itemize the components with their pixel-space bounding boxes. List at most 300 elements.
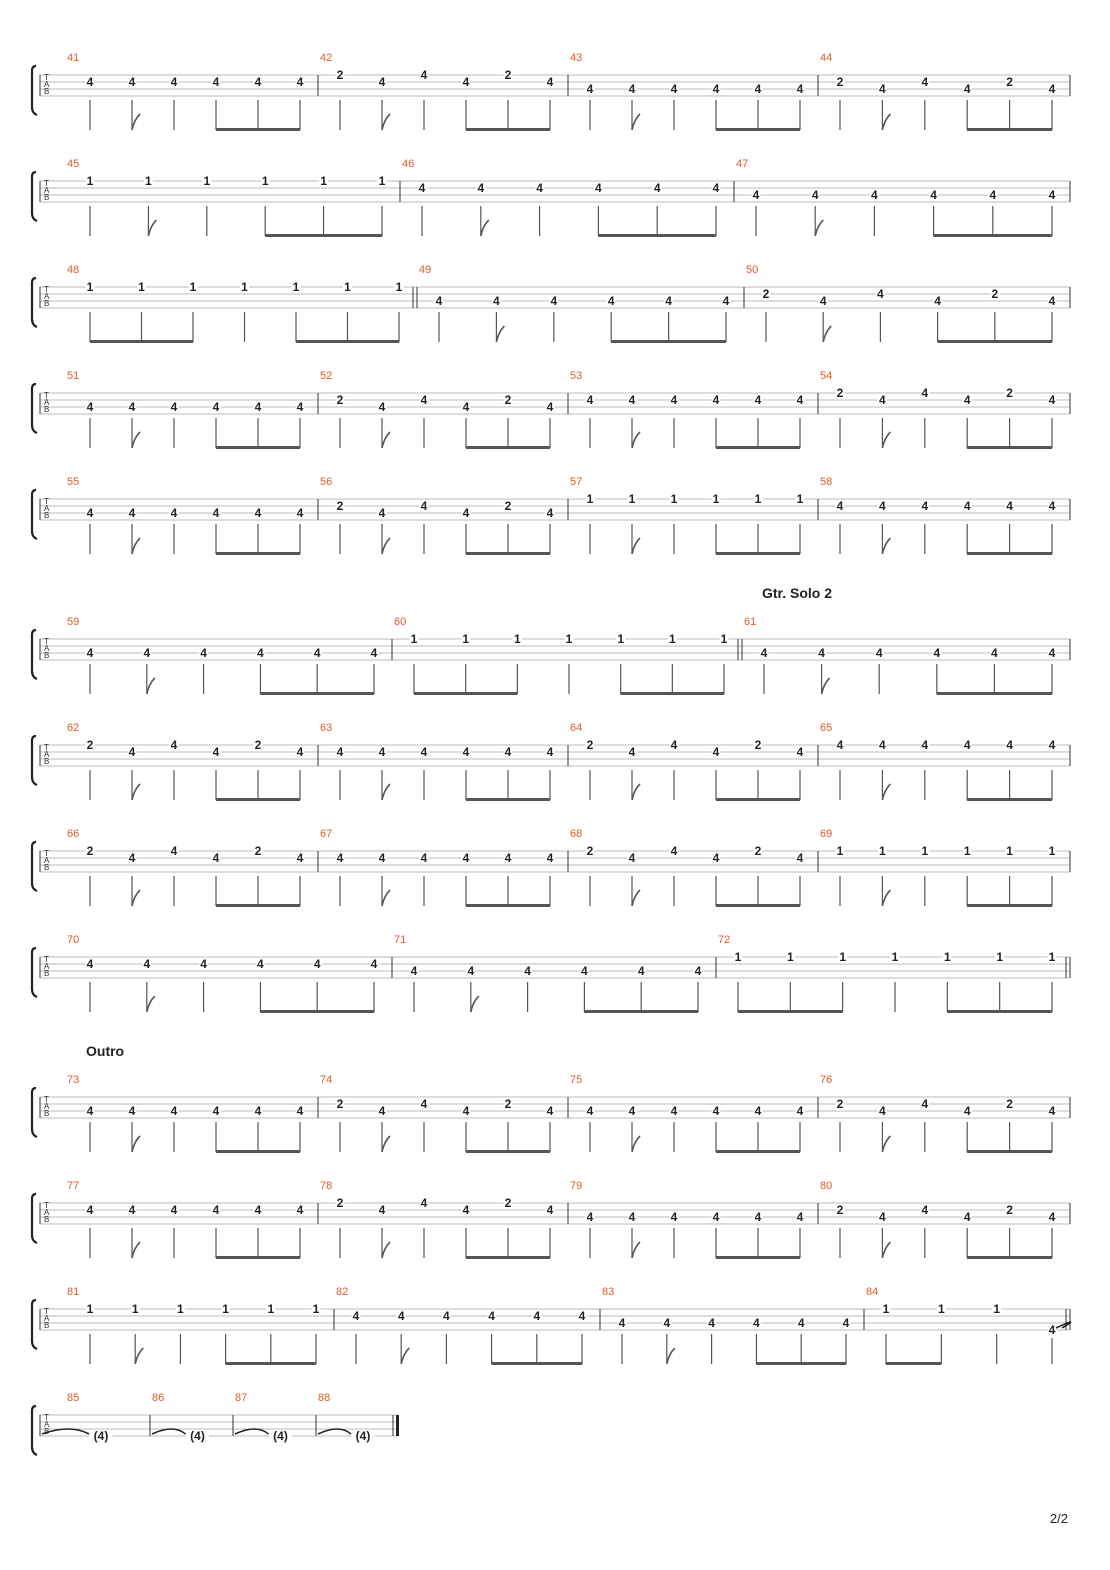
note-flag xyxy=(382,784,390,800)
fret-number: 2 xyxy=(1006,75,1013,89)
fret-number: 2 xyxy=(336,68,344,82)
fret-number: 4 xyxy=(550,294,558,308)
fret-number: 4 xyxy=(170,1104,178,1118)
tab-letter: A xyxy=(44,1102,50,1111)
tab-system xyxy=(32,1286,1071,1365)
note-flag xyxy=(632,1242,640,1258)
fret-number: 4 xyxy=(581,964,588,978)
note-beam xyxy=(1010,446,1052,449)
measure xyxy=(320,52,568,131)
tab-note xyxy=(128,1104,137,1152)
tab-note xyxy=(254,400,263,448)
note-beam xyxy=(317,692,374,695)
fret-number: 4 xyxy=(879,738,886,752)
fret-number: 1 xyxy=(670,492,678,506)
tab-note xyxy=(929,188,938,236)
note-flag xyxy=(147,996,155,1012)
tab-note xyxy=(170,738,179,800)
tab-note xyxy=(933,294,942,342)
tab-note xyxy=(670,393,679,448)
measure xyxy=(602,1286,864,1365)
note-flag xyxy=(382,890,390,906)
tab-note xyxy=(920,1203,929,1258)
tab-note xyxy=(586,393,595,448)
fret-number: 4 xyxy=(488,1309,495,1323)
tab-note xyxy=(546,1203,555,1258)
measure-number: 54 xyxy=(820,370,833,382)
tab-note xyxy=(86,174,95,236)
tab-note xyxy=(86,1104,95,1152)
tab-note xyxy=(319,174,328,236)
tab-note xyxy=(712,1210,721,1258)
tab-letter: B xyxy=(44,405,50,414)
fret-number: 2 xyxy=(504,499,512,513)
fret-number: 4 xyxy=(586,1210,594,1224)
measure-number: 83 xyxy=(602,1286,615,1298)
fret-number: 4 xyxy=(663,1316,671,1330)
tab-note xyxy=(86,957,95,1012)
fret-number: 4 xyxy=(370,646,378,660)
tab-note xyxy=(565,632,574,694)
note-beam xyxy=(716,1150,758,1153)
fret-number: 4 xyxy=(546,1203,554,1217)
tab-note xyxy=(420,68,429,130)
tab-note xyxy=(420,499,429,554)
fret-number: 4 xyxy=(712,82,720,96)
tab-note xyxy=(378,1104,387,1152)
note-flag xyxy=(148,220,156,236)
fret-number: 2 xyxy=(836,75,844,89)
fret-number: 4 xyxy=(991,646,998,660)
tab-note xyxy=(212,400,221,448)
measure-number: 81 xyxy=(67,1286,80,1298)
tab-note xyxy=(992,1302,1001,1364)
note-flag xyxy=(401,1348,409,1364)
fret-number: 4 xyxy=(930,188,937,202)
note-flag xyxy=(667,1348,675,1364)
tab-note xyxy=(628,82,637,130)
tab-letter: B xyxy=(44,757,50,766)
fret-number: 4 xyxy=(462,506,470,520)
fret-number: 4 xyxy=(1048,646,1056,660)
tab-note xyxy=(963,844,972,906)
fret-number: 4 xyxy=(754,1210,762,1224)
fret-number: 4 xyxy=(493,294,500,308)
measure xyxy=(718,934,1070,1013)
fret-number: 4 xyxy=(378,1203,386,1217)
tab-note xyxy=(1048,646,1057,694)
fret-number: 4 xyxy=(836,499,844,513)
tab-note xyxy=(870,188,879,236)
measure-number: 58 xyxy=(820,476,833,488)
tab-note xyxy=(670,492,679,554)
measure-number: 43 xyxy=(570,52,583,64)
measure xyxy=(736,158,1070,237)
tab-note xyxy=(586,492,595,554)
fret-number: 4 xyxy=(462,1203,470,1217)
fret-number: 4 xyxy=(212,745,220,759)
fret-number: 4 xyxy=(1048,188,1056,202)
measure xyxy=(320,1180,568,1259)
note-beam xyxy=(716,904,758,907)
note-flag xyxy=(135,1348,143,1364)
measure xyxy=(67,722,318,801)
fret-number: 4 xyxy=(420,68,428,82)
fret-number: 4 xyxy=(212,400,220,414)
tab-note xyxy=(462,1104,471,1152)
note-beam xyxy=(716,446,758,449)
tab-note xyxy=(754,82,763,130)
fret-number: 4 xyxy=(128,400,136,414)
note-beam xyxy=(258,128,300,131)
tab-note xyxy=(254,75,263,130)
tab-system xyxy=(32,370,1070,449)
tab-note xyxy=(442,1309,451,1364)
measure-number: 62 xyxy=(67,722,80,734)
note-flag xyxy=(882,1242,890,1258)
tab-note xyxy=(920,738,929,800)
tab-note xyxy=(796,745,805,800)
tab-note xyxy=(487,1309,496,1364)
fret-number: 4 xyxy=(443,1309,450,1323)
tab-note xyxy=(990,646,999,694)
final-barline xyxy=(396,1415,399,1436)
tab-note xyxy=(546,1104,555,1152)
fret-number: 4 xyxy=(546,506,554,520)
tab-system xyxy=(32,476,1070,555)
measure-number: 77 xyxy=(67,1180,80,1192)
tab-note xyxy=(670,844,679,906)
note-beam xyxy=(611,340,668,343)
tab-note xyxy=(963,82,972,130)
fret-number: 1 xyxy=(86,174,94,188)
note-beam xyxy=(466,1150,508,1153)
note-flag xyxy=(632,432,640,448)
fret-number: 4 xyxy=(296,400,304,414)
measure xyxy=(746,264,1070,343)
note-flag xyxy=(496,326,504,342)
tab-note xyxy=(920,386,929,448)
tab-note xyxy=(86,844,95,906)
tab-note xyxy=(811,188,820,236)
fret-number: 2 xyxy=(254,738,262,752)
note-beam xyxy=(967,446,1009,449)
tab-note xyxy=(86,400,95,448)
tab-note xyxy=(378,400,387,448)
tab-letter: T xyxy=(44,1095,49,1104)
measure xyxy=(820,370,1070,449)
tab-note xyxy=(221,1302,230,1364)
tab-note xyxy=(836,844,845,906)
measure xyxy=(570,722,818,801)
fret-number: 4 xyxy=(670,393,678,407)
fret-number: 4 xyxy=(628,82,636,96)
fret-number: 4 xyxy=(86,400,94,414)
fret-number: 4 xyxy=(200,957,207,971)
note-beam xyxy=(216,1256,258,1259)
tab-note xyxy=(86,1302,95,1364)
fret-number: 4 xyxy=(989,188,997,202)
tab-note xyxy=(1048,1322,1071,1364)
tab-system xyxy=(32,616,1070,695)
note-flag xyxy=(815,220,823,236)
fret-number: 4 xyxy=(170,738,178,752)
fret-number: 4 xyxy=(546,745,554,759)
tab-note xyxy=(1005,386,1014,448)
measure-number: 88 xyxy=(318,1392,331,1404)
note-beam xyxy=(466,1256,508,1259)
tab-note xyxy=(842,1316,851,1364)
tab-note xyxy=(838,950,847,1012)
measure-number: 66 xyxy=(67,828,80,840)
fret-number: 4 xyxy=(811,188,819,202)
tab-note xyxy=(1005,844,1014,906)
measure-number: 49 xyxy=(419,264,432,276)
tab-system xyxy=(32,52,1070,131)
tab-note xyxy=(420,745,429,800)
note-beam xyxy=(716,552,758,555)
fret-number: 4 xyxy=(254,75,262,89)
note-flag xyxy=(132,432,140,448)
note-beam xyxy=(271,1362,316,1365)
fret-number: 4 xyxy=(607,294,615,308)
fret-number: 2 xyxy=(1006,1097,1013,1111)
tab-note xyxy=(1048,393,1057,448)
fret-number: 4 xyxy=(378,75,386,89)
tab-note xyxy=(461,632,470,694)
tab-note xyxy=(532,1309,541,1364)
fret-number: 4 xyxy=(370,957,378,971)
fret-number: 4 xyxy=(212,1203,220,1217)
measure xyxy=(820,1074,1070,1153)
tab-letter: B xyxy=(44,299,50,308)
note-flag xyxy=(882,114,890,130)
tab-note xyxy=(378,506,387,554)
fret-number: 4 xyxy=(378,400,386,414)
tab-letter: T xyxy=(44,637,49,646)
fret-number: 4 xyxy=(420,393,428,407)
fret-number: 4 xyxy=(963,82,971,96)
tab-note xyxy=(170,1203,179,1258)
fret-number: 4 xyxy=(708,1316,715,1330)
fret-number: 4 xyxy=(378,851,386,865)
tab-note xyxy=(762,287,771,342)
fret-number: 4 xyxy=(586,82,594,96)
tab-note xyxy=(170,506,179,554)
note-beam xyxy=(758,446,800,449)
tab-note xyxy=(722,294,731,342)
note-beam xyxy=(672,692,724,695)
tab-note xyxy=(670,82,679,130)
fret-number: 2 xyxy=(836,1203,844,1217)
tab-letter: A xyxy=(44,750,50,759)
measure-number: 86 xyxy=(152,1392,165,1404)
fret-number: 4 xyxy=(200,646,207,660)
fret-number: 1 xyxy=(993,1302,1001,1316)
tab-note xyxy=(694,964,703,1012)
measure-number: 69 xyxy=(820,828,833,840)
tab-note xyxy=(504,1196,513,1258)
measure-number: 60 xyxy=(394,616,407,628)
fret-number: 4 xyxy=(313,957,321,971)
tab-letter: A xyxy=(44,1420,50,1429)
tab-note xyxy=(296,75,305,130)
fret-number: 2 xyxy=(336,1196,344,1210)
tab-note xyxy=(796,851,805,906)
measure xyxy=(820,828,1070,907)
note-beam xyxy=(226,1362,271,1365)
fret-number: 4 xyxy=(586,393,594,407)
measure xyxy=(570,370,818,449)
measure-number: 61 xyxy=(744,616,757,628)
tab-note xyxy=(1005,1203,1014,1258)
fret-number: 4 xyxy=(653,181,661,195)
measure xyxy=(419,264,744,343)
tab-note xyxy=(819,294,828,342)
measure xyxy=(394,934,716,1013)
fret-number: 2 xyxy=(336,499,344,513)
fret-number: 4 xyxy=(712,1210,720,1224)
measure xyxy=(320,1074,568,1153)
note-beam xyxy=(934,234,993,237)
fret-number: 4 xyxy=(336,745,344,759)
tab-note xyxy=(336,393,345,448)
fret-number: 4 xyxy=(753,1316,760,1330)
fret-number: 1 xyxy=(138,280,145,294)
tab-note xyxy=(586,738,595,800)
tab-note xyxy=(462,745,471,800)
note-beam xyxy=(758,904,800,907)
tab-letter: T xyxy=(44,849,49,858)
fret-number: (4) xyxy=(355,1429,371,1443)
measure xyxy=(235,1392,316,1443)
tab-note xyxy=(546,851,555,906)
fret-number: 4 xyxy=(796,393,804,407)
measure-number: 74 xyxy=(320,1074,333,1086)
tab-note xyxy=(836,738,845,800)
tab-note xyxy=(796,1210,805,1258)
tab-letter: B xyxy=(44,863,50,872)
page-number: 2/2 xyxy=(1049,1511,1068,1526)
measure-number: 45 xyxy=(67,158,80,170)
fret-number: 4 xyxy=(670,1210,678,1224)
tab-note xyxy=(170,400,179,448)
fret-number: 4 xyxy=(754,82,762,96)
measure-number: 65 xyxy=(820,722,833,734)
system-bracket xyxy=(32,384,37,433)
fret-number: 4 xyxy=(712,1104,720,1118)
tab-note xyxy=(586,1104,595,1152)
measure xyxy=(67,616,392,695)
measure xyxy=(570,1074,818,1153)
tab-letter: B xyxy=(44,969,50,978)
measure xyxy=(67,370,318,449)
fret-number: 4 xyxy=(128,851,136,865)
tab-note xyxy=(720,632,729,694)
note-beam xyxy=(967,798,1009,801)
fret-number: 4 xyxy=(546,1104,554,1118)
fret-number: 1 xyxy=(937,1302,945,1316)
fret-number: 4 xyxy=(546,400,554,414)
fret-number: 4 xyxy=(352,1309,360,1323)
fret-number: 4 xyxy=(842,1316,850,1330)
note-beam xyxy=(1010,128,1052,131)
measure-number: 67 xyxy=(320,828,333,840)
fret-number: 4 xyxy=(819,294,827,308)
tab-note xyxy=(504,393,513,448)
tab-note xyxy=(254,506,263,554)
fret-number: 4 xyxy=(536,181,543,195)
system-bracket xyxy=(32,736,37,785)
tab-letter: T xyxy=(44,1413,49,1422)
tab-note xyxy=(712,851,721,906)
fret-number: 2 xyxy=(1006,1203,1013,1217)
fret-number: 2 xyxy=(86,844,94,858)
fret-number: 4 xyxy=(712,181,720,195)
fret-number: 1 xyxy=(943,950,951,964)
fret-number: 4 xyxy=(86,506,94,520)
measure-number: 59 xyxy=(67,616,80,628)
tab-note xyxy=(670,1104,679,1152)
tab-note xyxy=(712,181,721,236)
tab-note xyxy=(836,75,845,130)
fret-number: 1 xyxy=(395,280,403,294)
note-beam xyxy=(1010,1256,1052,1259)
fret-number: 4 xyxy=(477,181,485,195)
measure xyxy=(570,476,818,555)
tab-note xyxy=(963,738,972,800)
fret-number: 2 xyxy=(336,393,344,407)
fret-number: (4) xyxy=(93,1429,109,1443)
tab-note xyxy=(920,75,929,130)
fret-number: 4 xyxy=(921,1203,929,1217)
tab-letter: T xyxy=(44,391,49,400)
tab-note xyxy=(586,82,595,130)
fret-number: 4 xyxy=(921,75,929,89)
system-bracket xyxy=(32,172,37,221)
fret-number: 2 xyxy=(86,738,94,752)
tab-note xyxy=(254,844,263,906)
measure-number: 63 xyxy=(320,722,333,734)
note-beam xyxy=(967,1150,1009,1153)
tab-note xyxy=(963,1104,972,1152)
tab-note xyxy=(189,280,198,342)
system-bracket xyxy=(32,948,37,997)
tab-note xyxy=(754,844,763,906)
note-flag xyxy=(132,1242,140,1258)
note-beam xyxy=(216,904,258,907)
fret-number: 1 xyxy=(312,1302,320,1316)
fret-number: 4 xyxy=(670,738,678,752)
system-bracket xyxy=(32,278,37,327)
tab-note xyxy=(336,68,345,130)
tab-note xyxy=(628,1210,637,1258)
fret-number: 4 xyxy=(637,964,645,978)
tab-note xyxy=(466,964,475,1012)
tab-note xyxy=(670,738,679,800)
note-beam xyxy=(537,1362,582,1365)
fret-number: 1 xyxy=(344,280,351,294)
measure-number: 80 xyxy=(820,1180,833,1192)
fret-number: 2 xyxy=(991,287,999,301)
tab-note xyxy=(796,1104,805,1152)
fret-number: 4 xyxy=(754,393,762,407)
fret-number: 4 xyxy=(296,745,304,759)
tab-note xyxy=(618,1316,627,1364)
tab-note xyxy=(128,506,137,554)
tab-system xyxy=(32,934,1070,1013)
tab-note xyxy=(1048,82,1057,130)
